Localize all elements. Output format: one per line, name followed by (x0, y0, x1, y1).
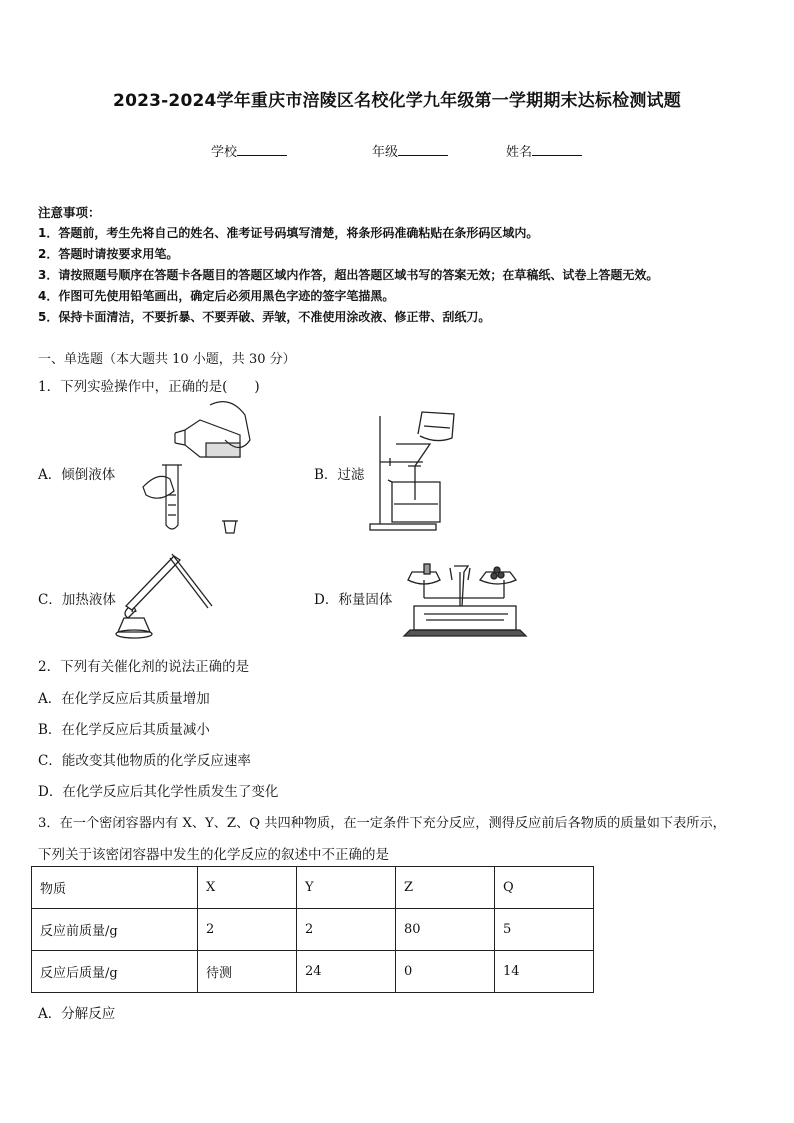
grade-blank (398, 143, 448, 156)
q2-option-b[interactable]: B．在化学反应后其质量减小 (38, 722, 210, 738)
school-label: 学校 (211, 145, 238, 160)
question-2-stem: 2．下列有关催化剂的说法正确的是 (38, 659, 250, 675)
table-cell: Z (396, 867, 495, 909)
pour-liquid-illustration (140, 395, 280, 545)
table-cell: 物质 (32, 867, 198, 909)
name-blank (532, 143, 582, 156)
heating-liquid-illustration (114, 552, 218, 640)
grade-field[interactable] (372, 141, 448, 160)
q2-option-d[interactable]: D．在化学反应后其化学性质发生了变化 (38, 784, 279, 800)
question-3-stem-line2: 下列关于该密闭容器中发生的化学反应的叙述中不正确的是 (38, 847, 389, 863)
q1-option-c[interactable]: C．加热液体 (38, 592, 116, 608)
school-field[interactable] (211, 141, 287, 160)
q3-option-a[interactable]: A．分解反应 (38, 1006, 116, 1022)
section-heading: 一、单选题（本大题共 10 小题，共 30 分） (38, 352, 296, 367)
table-cell: X (198, 867, 297, 909)
question-1-stem: 1．下列实验操作中，正确的是( ) (38, 379, 260, 395)
table-header-row (32, 867, 594, 909)
notice-item: 4．作图可先使用铅笔画出，确定后必须用黑色字迹的签字笔描黑。 (38, 289, 395, 303)
notice-item: 2．答题时请按要求用笔。 (38, 247, 179, 261)
table-cell: 24 (297, 951, 396, 993)
table-cell: 2 (297, 909, 396, 951)
q2-option-c[interactable]: C．能改变其他物质的化学反应速率 (38, 753, 251, 769)
table-cell: Y (297, 867, 396, 909)
name-field[interactable] (506, 141, 582, 160)
filtration-illustration (368, 408, 468, 533)
table-cell: 80 (396, 909, 495, 951)
table-row (32, 951, 594, 993)
table-cell: 5 (495, 909, 594, 951)
grade-label: 年级 (372, 145, 399, 160)
table-cell: 0 (396, 951, 495, 993)
q1-option-d[interactable]: D．称量固体 (314, 592, 393, 608)
q1-option-a[interactable]: A．倾倒液体 (38, 467, 116, 483)
table-cell: 2 (198, 909, 297, 951)
notice-item: 5．保持卡面清洁，不要折暴、不要弄破、弄皱，不准使用涂改液、修正带、刮纸刀。 (38, 310, 491, 324)
notice-item: 1．答题前，考生先将自己的姓名、准考证号码填写清楚，将条形码准确粘贴在条形码区域内。 (38, 226, 539, 240)
table-cell: 待测 (198, 951, 297, 993)
notice-item: 3．请按照题号顺序在答题卡各题目的答题区域内作答，超出答题区域书写的答案无效；在草稿纸、试卷上答题无效。 (38, 268, 659, 282)
notice-heading: 注意事项： (38, 205, 101, 220)
mass-table (31, 866, 594, 993)
table-row (32, 909, 594, 951)
table-cell: 14 (495, 951, 594, 993)
q1-option-b[interactable]: B．过滤 (314, 467, 365, 483)
q2-option-a[interactable]: A．在化学反应后其质量增加 (38, 691, 210, 707)
school-blank (237, 143, 287, 156)
page-title: 2023-2024学年重庆市涪陵区名校化学九年级第一学期期末达标检测试题 (113, 91, 681, 111)
table-cell: 反应前质量/g (32, 909, 198, 951)
table-cell: Q (495, 867, 594, 909)
name-label: 姓名 (506, 145, 533, 160)
weighing-solid-illustration (404, 558, 526, 638)
table-cell: 反应后质量/g (32, 951, 198, 993)
question-3-stem-line1: 3．在一个密闭容器内有 X、Y、Z、Q 共四种物质，在一定条件下充分反应，测得反应前后各物质的质量如下表所示， (38, 816, 726, 831)
